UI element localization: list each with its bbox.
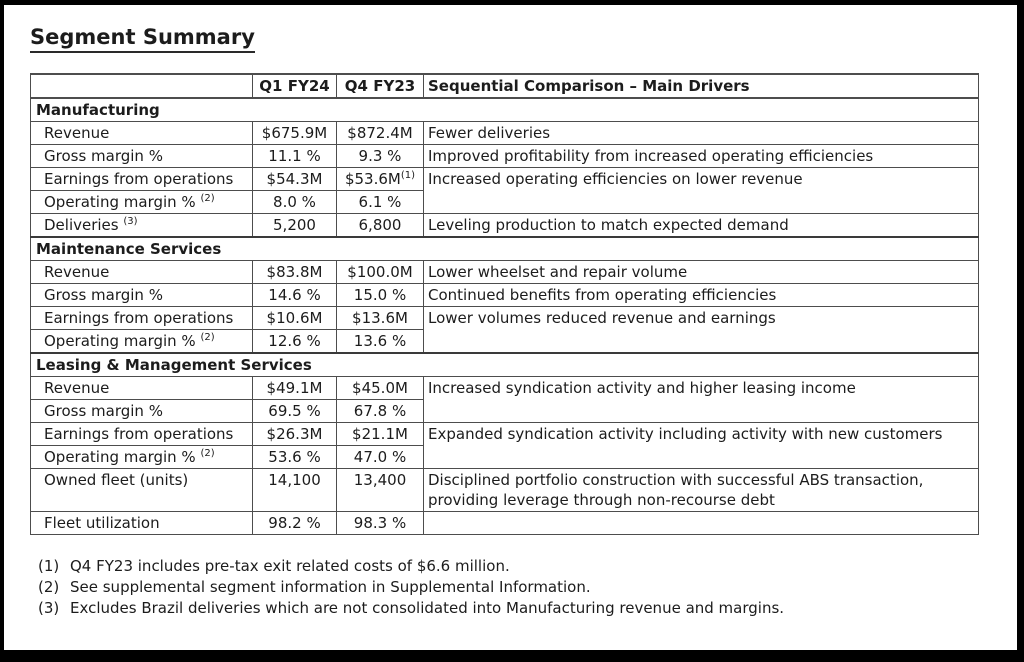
q4-value: 6,800 [337,214,424,238]
table-header-row [31,74,979,98]
footnote-ref-2: (2) [200,448,215,459]
footnote-2 [38,577,1017,598]
q1-value: 98.2 % [253,512,337,535]
row-label: Owned fleet (units) [31,469,253,512]
row-label-text: Operating margin % [44,332,201,350]
table-row [31,469,979,512]
q1-value: $54.3M [253,168,337,191]
footnote-text: Q4 FY23 includes pre-tax exit related costs of $6.6 million. [70,557,510,575]
q1-value: 14,100 [253,469,337,512]
q4-value-text: $53.6M [344,170,401,188]
page-title [30,25,1017,49]
section-title: Manufacturing [31,98,979,122]
q4-value: 13,400 [337,469,424,512]
row-label: Earnings from operations [31,307,253,330]
q4-value: $45.0M [337,377,424,400]
table-row [31,284,979,307]
table-row [31,168,979,191]
footnote-text: See supplemental segment information in Supplemental Information. [70,578,591,596]
document-content [4,5,1017,619]
q1-value: 11.1 % [253,145,337,168]
footnote-ref-2: (2) [200,332,215,343]
table-row [31,122,979,145]
q4-value: 13.6 % [337,330,424,354]
driver-cell: Leveling production to match expected demand [424,214,979,238]
row-label [31,330,253,354]
header-blank-cell [31,74,253,98]
page-title-text: Segment Summary [30,25,255,53]
footnote-marker: (3) [38,599,60,617]
footnote-ref-3: (3) [123,216,138,227]
table-row [31,214,979,238]
header-q1-fy24: Q1 FY24 [253,74,337,98]
driver-cell [424,512,979,535]
section-row-leasing-management-services [31,353,979,377]
row-label: Gross margin % [31,284,253,307]
row-label: Revenue [31,377,253,400]
table-row [31,261,979,284]
row-label-text: Operating margin % [44,193,201,211]
row-label: Gross margin % [31,400,253,423]
q4-value [337,168,424,191]
footnote-3 [38,598,1017,619]
row-label: Gross margin % [31,145,253,168]
q4-value: $13.6M [337,307,424,330]
header-drivers: Sequential Comparison – Main Drivers [424,74,979,98]
table-row [31,423,979,446]
footnote-ref-2: (2) [200,193,215,204]
footnote-text: Excludes Brazil deliveries which are not consolidated into Manufacturing revenue and margins. [70,599,785,617]
q1-value: 8.0 % [253,191,337,214]
q4-value: 6.1 % [337,191,424,214]
driver-cell: Continued benefits from operating efficiencies [424,284,979,307]
row-label: Revenue [31,122,253,145]
driver-cell: Lower wheelset and repair volume [424,261,979,284]
table-row [31,377,979,400]
section-row-maintenance-services [31,237,979,261]
table-row [31,307,979,330]
q1-value: 14.6 % [253,284,337,307]
row-label-text: Operating margin % [44,448,201,466]
q1-value: 12.6 % [253,330,337,354]
section-title: Leasing & Management Services [31,353,979,377]
row-label [31,191,253,214]
q1-value: 5,200 [253,214,337,238]
row-label: Earnings from operations [31,423,253,446]
q1-value: 69.5 % [253,400,337,423]
row-label: Revenue [31,261,253,284]
row-label: Fleet utilization [31,512,253,535]
q1-value: $26.3M [253,423,337,446]
driver-cell: Fewer deliveries [424,122,979,145]
segment-summary-table [30,73,979,535]
q4-value: $21.1M [337,423,424,446]
driver-cell: Expanded syndication activity including activity with new customers [424,423,979,469]
q4-value: 98.3 % [337,512,424,535]
q4-value: $872.4M [337,122,424,145]
q1-value: $83.8M [253,261,337,284]
footnote-marker: (1) [38,557,60,575]
section-title: Maintenance Services [31,237,979,261]
table-row [31,512,979,535]
q4-value: $100.0M [337,261,424,284]
row-label-text: Deliveries [44,216,124,234]
section-row-manufacturing [31,98,979,122]
q1-value: $10.6M [253,307,337,330]
driver-cell: Disciplined portfolio construction with successful ABS transaction, providing leverage through non-recourse debt [424,469,979,512]
driver-cell: Improved profitability from increased operating efficiencies [424,145,979,168]
q4-value: 15.0 % [337,284,424,307]
driver-cell: Increased operating efficiencies on lower revenue [424,168,979,214]
row-label [31,214,253,238]
row-label [31,446,253,469]
q1-value: 53.6 % [253,446,337,469]
q1-value: $675.9M [253,122,337,145]
row-label: Earnings from operations [31,168,253,191]
footnote-1 [38,556,1017,577]
q4-value: 9.3 % [337,145,424,168]
table-row [31,145,979,168]
driver-cell: Lower volumes reduced revenue and earnings [424,307,979,354]
driver-cell: Increased syndication activity and higher leasing income [424,377,979,423]
footnote-marker: (2) [38,578,60,596]
footnotes [30,556,1017,619]
footnote-ref-1: (1) [400,170,416,181]
q4-value: 67.8 % [337,400,424,423]
q1-value: $49.1M [253,377,337,400]
header-q4-fy23: Q4 FY23 [337,74,424,98]
q4-value: 47.0 % [337,446,424,469]
